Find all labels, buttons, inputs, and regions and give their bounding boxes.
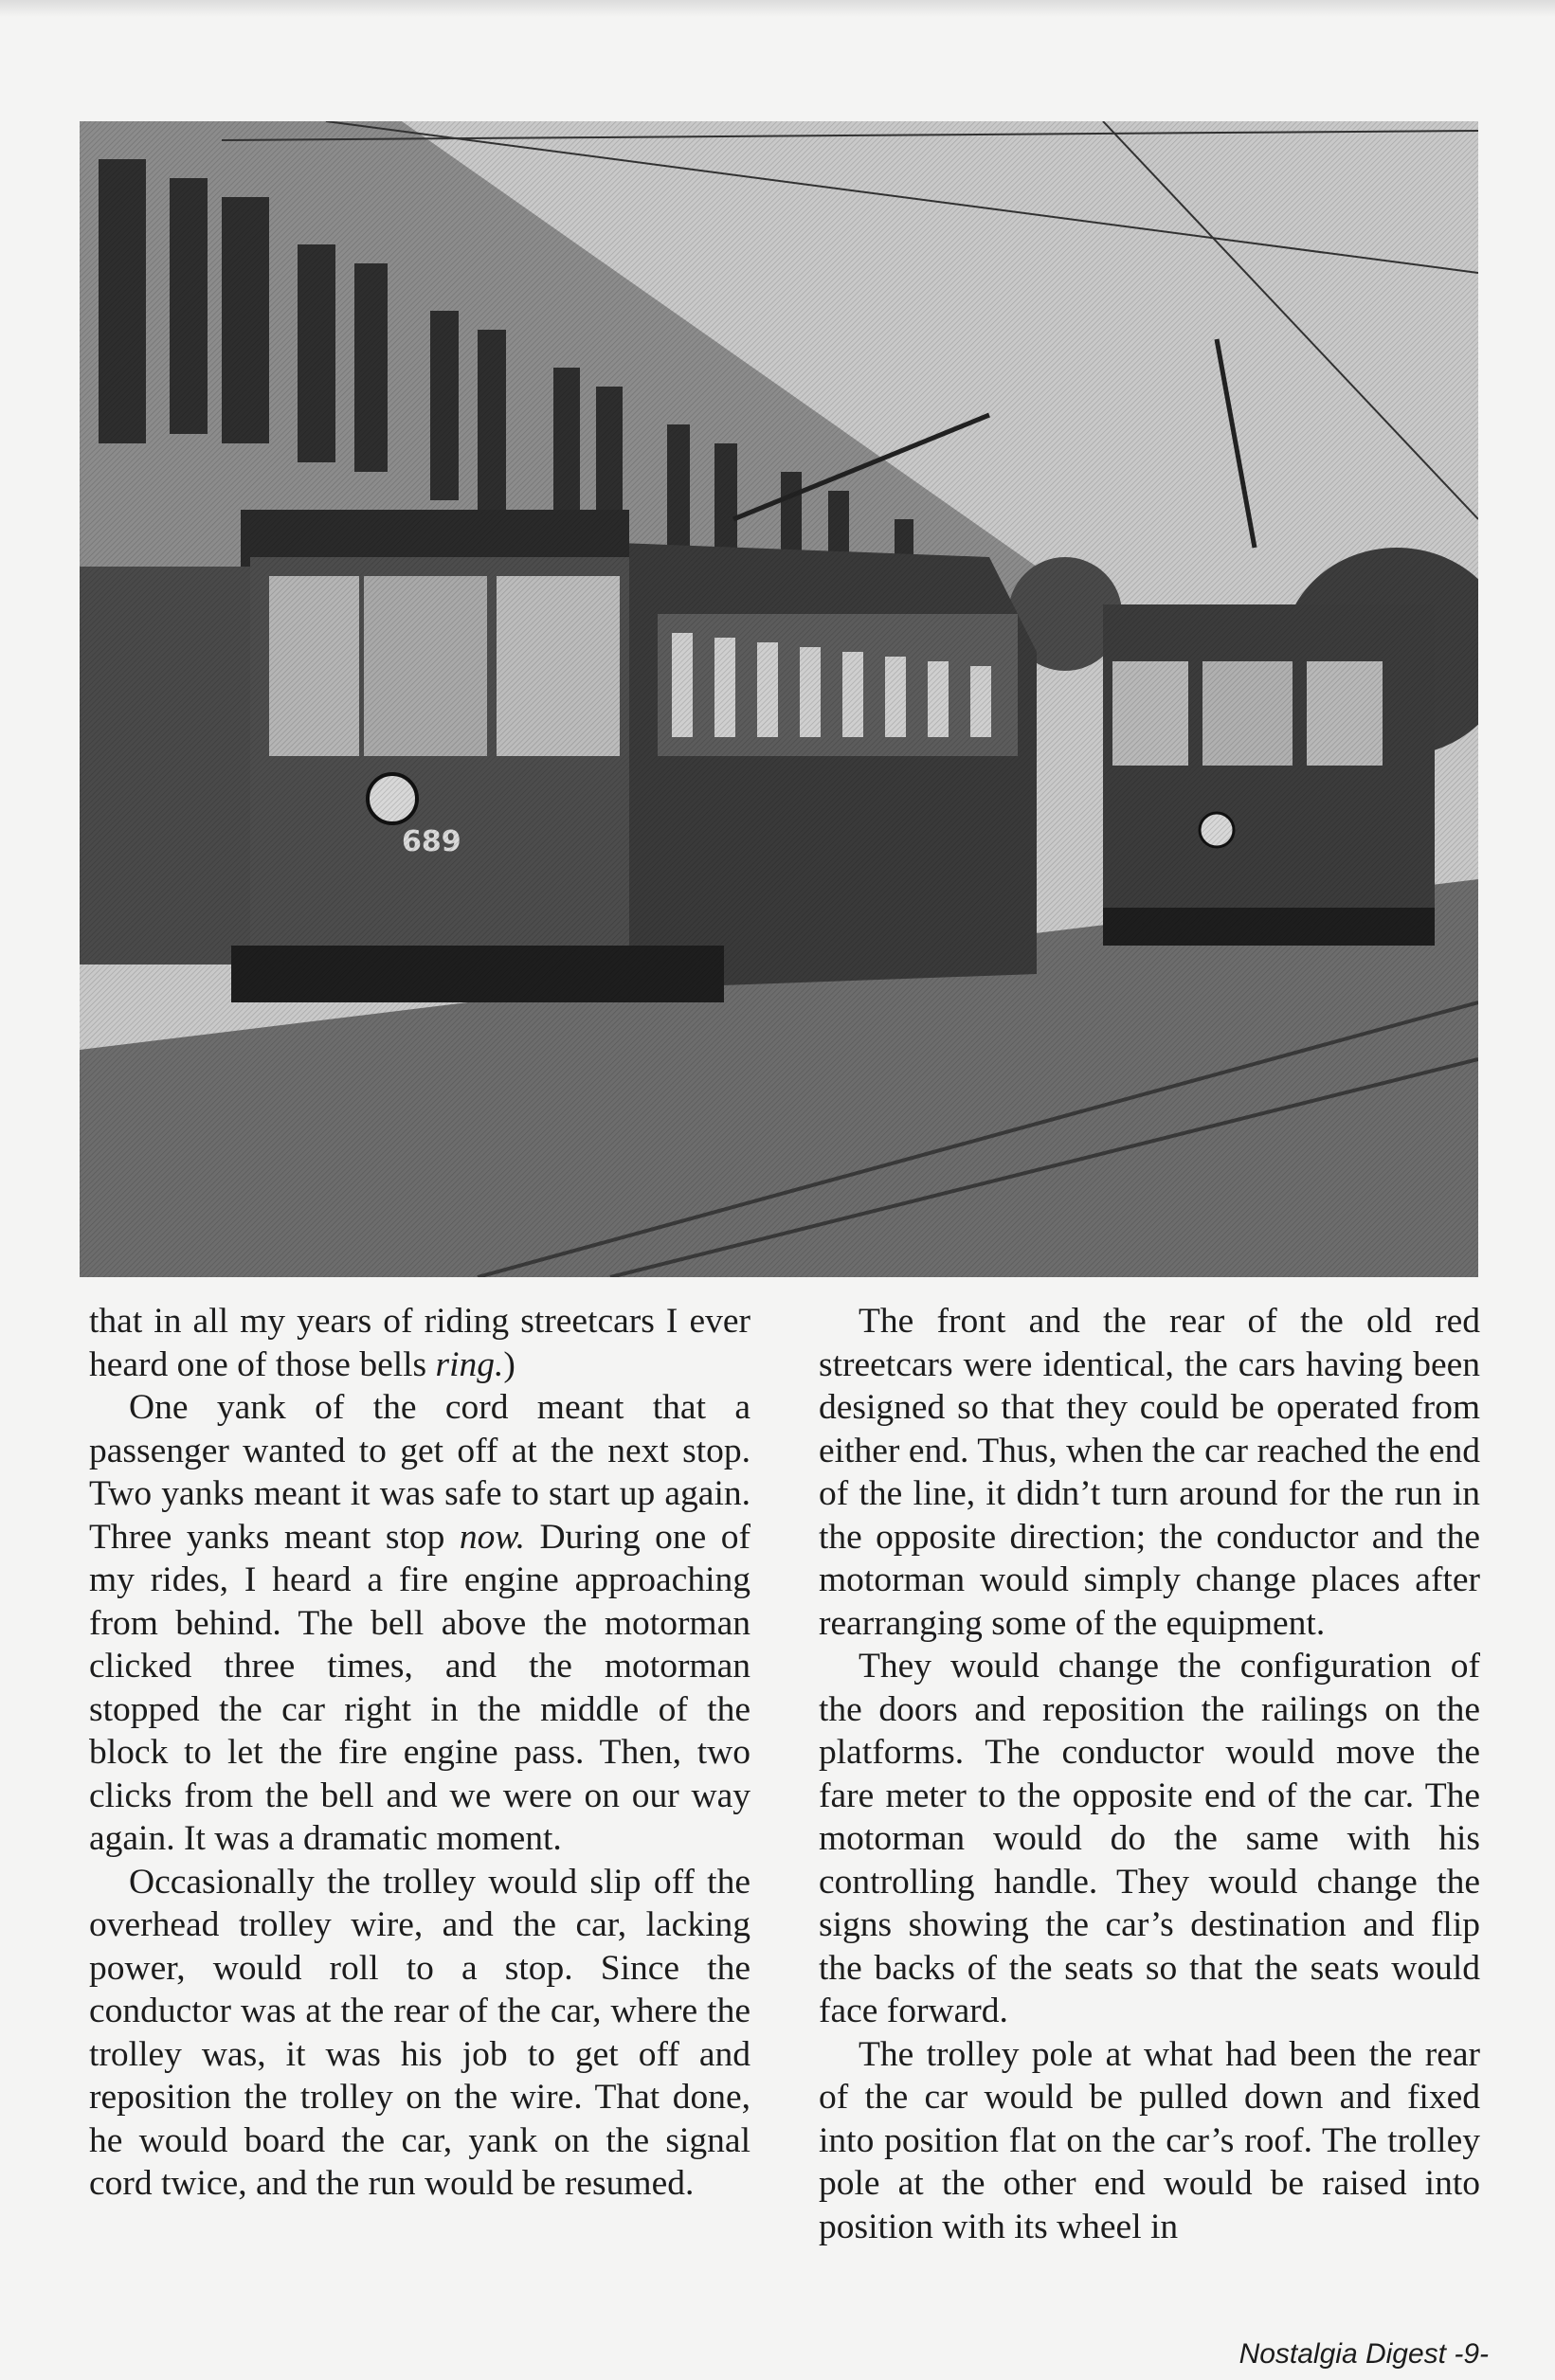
paragraph: Occasionally the trolley would slip off the overhead trolley wire, and the car, lacking power, would roll to a stop. Since the conductor was at the rear of the car, where the trolley was, it was his job to get off and reposition the trolley on the wire. That done, he would board the car, yank on the signal cord twice, and the run would be resumed. bbox=[89, 1862, 750, 2203]
text-run: ) bbox=[503, 1344, 515, 1384]
paragraph: The trolley pole at what had been the rear of the car would be pulled down and fixed into position flat on the car’s roof. The trolley pole at the other end would be raised into position with its wheel in bbox=[819, 2034, 1480, 2246]
paragraph: They would change the configuration of the doors and reposition the railings on the platforms. The conductor would move the fare meter to the opposite end of the car. The motorman would do the same with his controlling handle. They would change the signs showing the car’s destination and flip the backs of the seats so that the seats would face forward. bbox=[819, 1647, 1480, 2030]
paragraph bbox=[89, 1300, 750, 1386]
paragraph bbox=[89, 1386, 750, 1861]
paragraph: The front and the rear of the old red streetcars were identical, the cars having been designed so that they could be operated from either end. Thus, when the car reached the end of the line, it didn’t turn around for the run in the opposite direction; the conductor and the motorman would simply change places after rearranging some of the equipment. bbox=[819, 1302, 1480, 1643]
text-run: that in all my years of riding streetcars I ever heard one of those bells bbox=[89, 1302, 750, 1384]
emphasis: ring. bbox=[435, 1344, 504, 1384]
page-footer: Nostalgia Digest -9- bbox=[1239, 2338, 1489, 2370]
streetcar-photo bbox=[80, 121, 1478, 1277]
page-top-edge bbox=[0, 0, 1555, 17]
text-run: One yank of the cord meant that a passenger wanted to get off at the next stop. Two yanks meant it was safe to start up again. Three yanks meant stop bbox=[89, 1388, 750, 1557]
emphasis: now. bbox=[459, 1517, 525, 1557]
right-column bbox=[819, 1300, 1480, 2248]
text-run: During one of my rides, I heard a fire engine approaching from behind. The bell above the motorman clicked three times, and the motorman stopped the car right in the middle of the block to let the fire engine pass. Then, two clicks from the bell and we were on our way again. It was a dramatic moment. bbox=[89, 1517, 750, 1858]
left-column bbox=[89, 1300, 750, 2206]
